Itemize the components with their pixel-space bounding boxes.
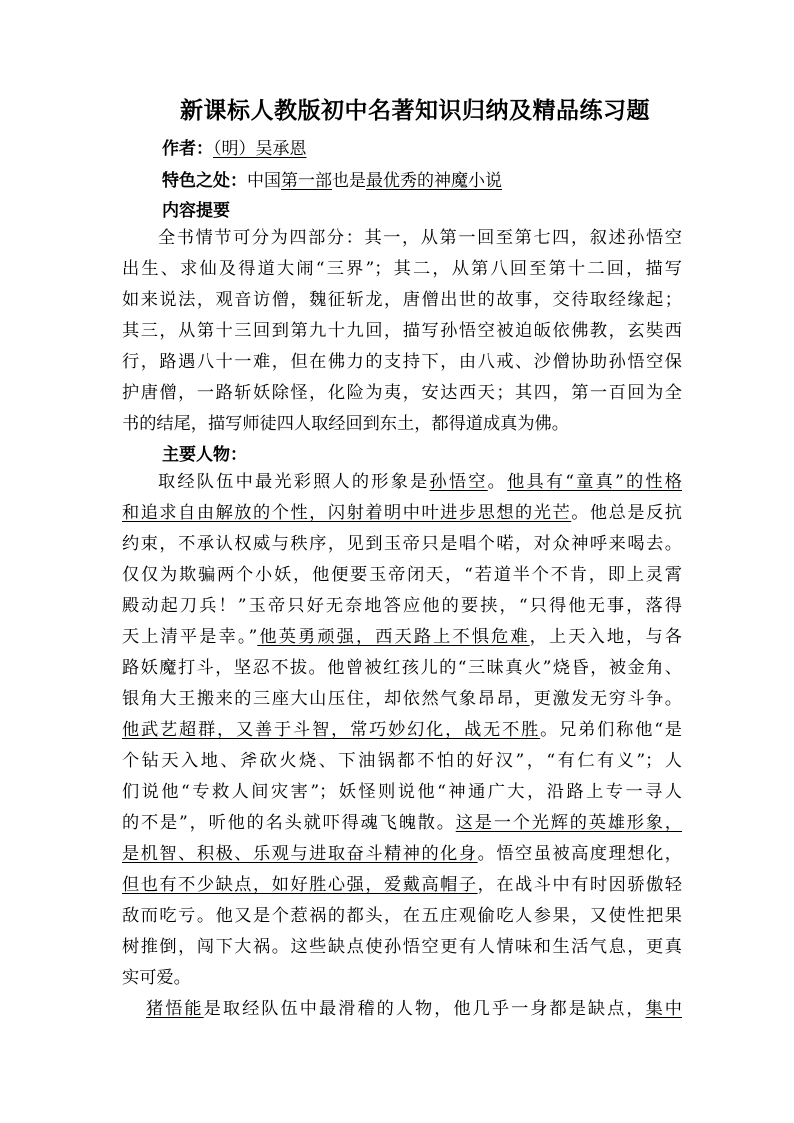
feature-mid: 也是 [332,171,366,191]
feature-line [162,166,502,191]
wukong-line: 个钻天入地、斧砍火烧、下油锅都不怕的好汉”，“有仁有义”；人 [122,751,682,771]
underlined-phrase: 这是一个光辉的英雄形象， [455,813,682,833]
author-label: 作者： [162,139,213,159]
wukong-line: 敌而吃亏。他又是个惹祸的都头，在五庄观偷吃人参果，又使性把果 [122,906,682,926]
wukong-line: 们说他“专救人间灾害”；妖怪则说他“神通广大，沿路上专一寻人 [122,782,682,802]
text-run: 天上清平是幸。” [122,627,258,647]
summary-line: 书的结尾，描写师徒四人取经回到东土，都得道成真为佛。 [122,414,569,434]
feature-first: 第一部 [281,171,332,191]
summary-line: 出生、求仙及得道大闹“三界”；其二，从第八回至第十二回，描写 [122,259,682,279]
underlined-phrase: 和追求自由解放的个性，闪射着明中叶进步思想的光芒 [122,503,572,523]
wukong-line [122,715,682,746]
wukong-line [122,839,682,870]
bajie-name: 猪悟能 [146,999,204,1019]
feature-prefix: 中国 [247,171,281,191]
summary-line: 护唐僧，一路斩妖除怪，化险为夷，安达西天；其四，第一百回为全 [122,383,682,403]
wukong-line: 实可爱。 [122,968,191,988]
characters-heading: 主要人物： [162,445,247,465]
underlined-phrase: 但也有不少缺点，如好胜心强，爱戴高帽子 [122,875,478,895]
text-run: ，在战斗中有时因骄傲轻 [477,875,682,895]
summary-line: 行，路遇八十一难，但在佛力的支持下，由八戒、沙僧协助孙悟空保 [122,352,682,372]
wukong-line [122,870,682,901]
text-run: 。他总是反抗 [571,503,682,523]
wukong-line: 约束，不承认权威与秩序，见到玉帝只是唱个喏，对众神呼来喝去。 [122,534,682,554]
underlined-phrase: 他武艺超群，又善于斗智，常巧妙幻化，战无不胜 [122,720,541,740]
bajie-line [122,994,682,1025]
feature-best: 最优秀的神魔小说 [366,171,502,191]
underlined-phrase: 集中 [645,999,682,1019]
summary-heading: 内容提要 [162,201,230,221]
wukong-line: 仅仅为欺骗两个小妖，他便要玉帝闭天，“若道半个不肯，即上灵霄 [122,565,682,585]
author-value: （明）吴承恩 [213,139,307,159]
wukong-line [122,808,682,839]
text-run: 是取经队伍中最滑稽的人物，他几乎一身都是缺点， [203,999,646,1019]
text-run: ，上天入地，与各 [529,627,682,647]
summary-line: 全书情节可分为四部分：其一，从第一回至第七四，叙述孙悟空 [158,228,682,248]
wukong-name: 孙悟空 [429,472,488,492]
underlined-phrase: 他英勇顽强，西天路上不惧危难 [257,627,530,647]
feature-label: 特色之处： [162,171,247,191]
wukong-line: 银角大王搬来的三座大山压住，却依然气象昂昂，更激发无穷斗争。 [122,689,682,709]
wukong-line: 路妖魔打斗，坚忍不拔。他曾被红孩儿的“三昧真火”烧昏，被金角、 [122,658,682,678]
wukong-line: 树推倒，闯下大祸。这些缺点使孙悟空更有人情味和生活气息，更真 [122,937,682,957]
text-run: 。悟空虽被高度理想化， [477,844,682,864]
wukong-line [122,622,682,653]
summary-paragraph [122,223,682,440]
wukong-line: 殿动起刀兵！”玉帝只好无奈地答应他的要挟，“只得他无事，落得 [122,596,682,616]
text-run: 。兄弟们称他“是 [540,720,682,740]
underlined-phrase: 是机智、积极、乐观与进取奋斗精神的化身 [122,844,478,864]
summary-line: 其三，从第十三回到第九十九回，描写孙悟空被迫皈依佛教，玄奘西 [122,321,682,341]
author-line [162,134,307,159]
text-run: 的不是”，听他的名头就吓得魂飞魄散。 [122,813,456,833]
wukong-paragraph [122,467,682,1025]
wukong-line [122,498,682,529]
underlined-phrase: 他具有“童真”的性格 [507,472,682,492]
text-run: 。 [487,472,508,492]
document-title: 新课标人教版初中名著知识归纳及精品练习题 [180,97,650,124]
text-run: 取经队伍中最光彩照人的形象是 [158,472,430,492]
wukong-line [122,467,682,498]
summary-line: 如来说法，观音访僧，魏征斩龙，唐僧出世的故事，交待取经缘起； [122,290,682,310]
